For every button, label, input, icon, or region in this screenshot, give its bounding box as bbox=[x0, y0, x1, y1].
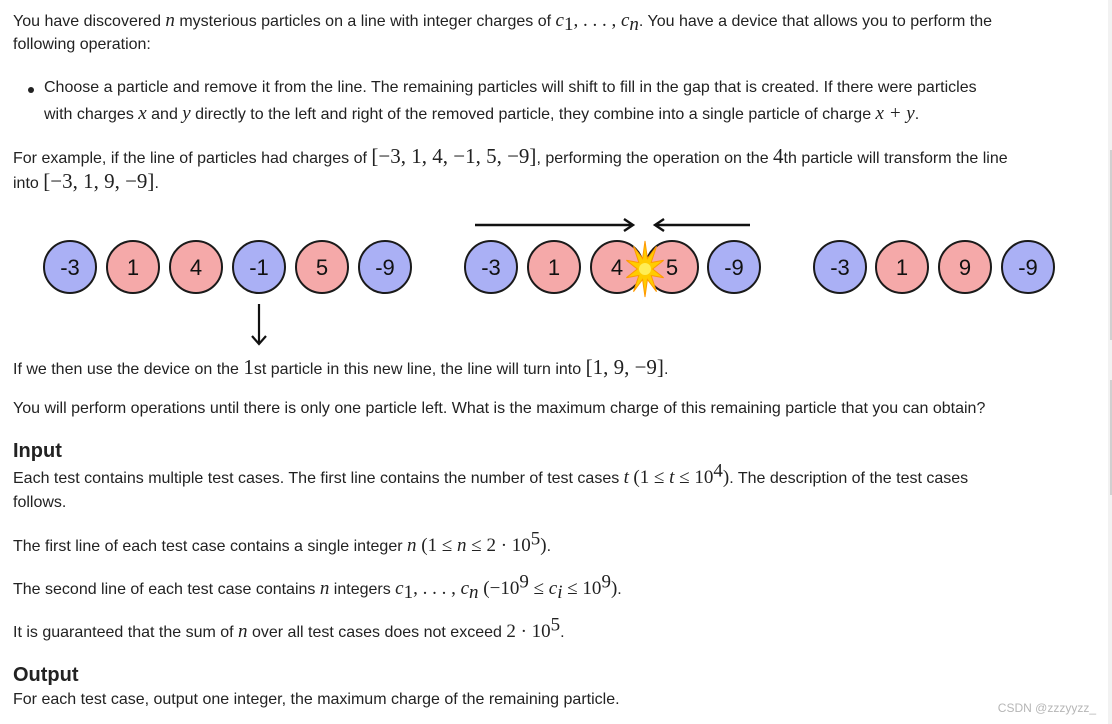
particle-label: -9 bbox=[724, 255, 744, 280]
example-line-2: into [−3, 1, 9, −9]. bbox=[13, 169, 159, 193]
input-heading: Input bbox=[13, 440, 62, 462]
operation-line-1: Choose a particle and remove it from the line. The remaining particles will shift to fill in the gap that is created. If there were particles bbox=[44, 79, 977, 96]
output-line: For each test case, output one integer, the maximum charge of the remaining particle. bbox=[13, 691, 620, 708]
operation-line-2: with charges x and y directly to the left and right of the removed particle, they combine into a single particle of charge x + y. bbox=[44, 103, 920, 124]
input-line-2: follows. bbox=[13, 494, 67, 511]
input-guarantee-line: It is guaranteed that the sum of n over all test cases does not exceed $2 \cdot 10^5$. bbox=[13, 614, 565, 642]
particle-label: 5 bbox=[315, 255, 329, 280]
particles-figure bbox=[0, 212, 1090, 352]
intro-line-2: following operation: bbox=[13, 36, 151, 53]
input-line-1: Each test contains multiple test cases. The first line contains the number of test cases t $(1 \le t \le 10^4)$. The description of the test cases bbox=[13, 460, 969, 488]
particle-line-merging bbox=[465, 241, 760, 297]
particle-label: 1 bbox=[126, 255, 140, 280]
particle-label: 1 bbox=[547, 255, 561, 280]
particle-label: -3 bbox=[830, 255, 850, 280]
particle-label: 1 bbox=[895, 255, 909, 280]
scrollbar[interactable] bbox=[1108, 0, 1112, 724]
particle-label: -9 bbox=[375, 255, 395, 280]
example-line-1: For example, if the line of particles had charges of [−3, 1, 4, −1, 5, −9], performing the operation on the 4th particle will transform the line bbox=[13, 144, 1008, 168]
output-heading: Output bbox=[13, 664, 79, 686]
then-line: If we then use the device on the 1st particle in this new line, the line will turn into [1, 9, −9]. bbox=[13, 355, 669, 379]
particle-label: -3 bbox=[60, 255, 80, 280]
particle-label: 4 bbox=[610, 255, 624, 280]
particle-label: -1 bbox=[249, 255, 269, 280]
particle-label: 5 bbox=[665, 255, 679, 280]
particle-label: -9 bbox=[1018, 255, 1038, 280]
intro-line-1: You have discovered n mysterious particles on a line with integer charges of $c_1$, . . . , $c_n$. You have a device that allows you to perform the bbox=[13, 10, 993, 36]
input-c-line: The second line of each test case contains n integers $c_1$, . . . , $c_n$ $(-10^9 \le c_i \le 10^9)$. bbox=[13, 571, 622, 604]
particle-line-result bbox=[814, 241, 1054, 293]
particle-label: -3 bbox=[481, 255, 501, 280]
list-bullet bbox=[28, 87, 34, 93]
watermark: CSDN @zzzyyzz_ bbox=[997, 701, 1096, 715]
particle-label: 4 bbox=[189, 255, 203, 280]
goal-line: You will perform operations until there is only one particle left. What is the maximum charge of this remaining particle that you can obtain? bbox=[13, 400, 986, 417]
particle-label: 9 bbox=[958, 255, 972, 280]
explosion-core bbox=[639, 263, 651, 275]
input-n-line: The first line of each test case contains a single integer n $(1 \le n \le 2 \cdot 10^5)$. bbox=[13, 528, 552, 556]
particle-line-initial bbox=[44, 241, 411, 293]
